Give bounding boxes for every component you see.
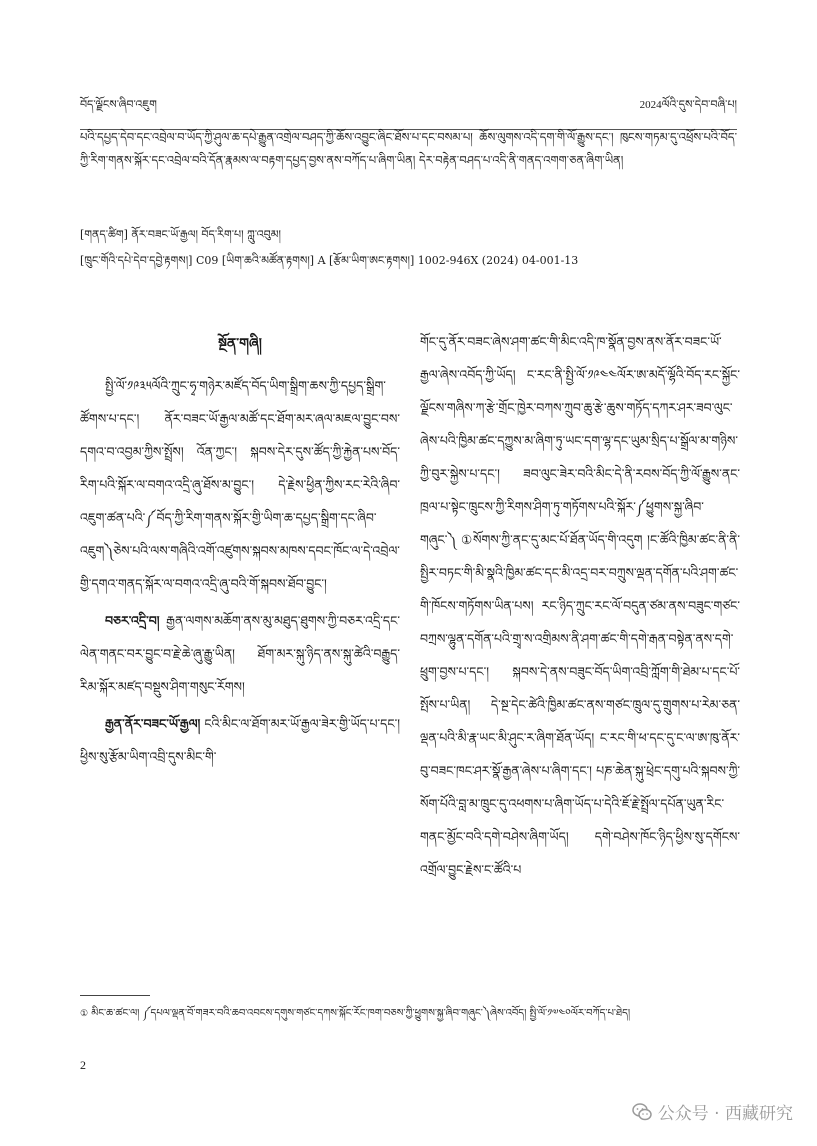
- question-text: རྒྱན་ལགས་མཆོག་ནས་མུ་མཐུད་ཐུགས་ཀྱི་བཅར་འདྲི་དང་ལེན་གནང་བར་བྱུང་བ་རྗེ་ཆེ་ཞུ་རྒྱུ་ཡིན། ཐོག་མར་སྐུ་ཉིད་ནས་སྐུ་ཚེའི་བརྒྱུད་རིམ་སྐོར་མཛད་བསྡུས་ཤིག་གསུང་རོགས།: [80, 613, 400, 694]
- footnote-rule: [80, 995, 150, 996]
- interview-answer: [80, 707, 400, 773]
- section-title: སྔོན་གཞི།: [218, 336, 262, 352]
- article-code: 1002-946X (2024) 04-001-13: [417, 254, 579, 267]
- watermark-text: 公众号 · 西藏研究: [657, 1104, 793, 1124]
- body-paragraph: སྤྱི་ལོ་༡༩༣༥ལོའི་ཀྲུང་ཧྭ་གཉེར་མཛོད་བོད་ཡིག་སྒྲིག་ཆས་ཀྱི་དཔྱད་སྒྲིག་ཚོགས་པ་དང་། ནོར་བཟང་ཡོ་རྒྱལ་མཚོ་དང་ཐོག་མར་ཞལ་མཇལ་བྱུང་བས་དགའ་བ་འབྱམ་ཀྱིས་སྤྲོས། འོན་ཀྱང་། སྐབས་དེར་དུས་ཚོད་ཀྱི་རྐྱེན་པས་བོད་རིག་པའི་སྐོར་ལ་བགའ་འདྲི་ཞུ་ཐོས་མ་བྱུང་། དེ་རྗེས་ཕྱིན་ཀྱིས་རང་རེའི་ཞིབ་འཇུག་ཚན་པའི་༼བོད་ཀྱི་རིག་གནས་སྐོར་གྱི་ཡིག་ཆ་དཔྱད་སྒྲིག་དང་ཞིབ་འཇུག༽ཅེས་པའི་ལས་གཞིའི་འགོ་འཛུགས་སྐབས་མཁས་དབང་ཁོང་ལ་དེ་འབྲེལ་གྱི་དགའ་གནད་སྐོར་ལ་བགའ་འདྲི་ཞུ་བའི་གོ་སྐབས་ཐོབ་བྱུང་།: [80, 378, 400, 591]
- footnote-text: མིང་ཆ་ཚང་ལ། ༼དཔལ་ལྡན་བོ་གཟར་བའི་ཆབ་འབངས་དགུས་གཙང་དཀས་སྐོང་རོང་ཁག་བཅས་ཀྱི་ཕྱུགས་སྐྱ་ཞིབ་གཞུང་༽ཞེས་འབོད། སྤྱི་ལོ་༡༧༤༠ལོར་བཀོད་པ་ཐེད།: [91, 1008, 631, 1019]
- watermark: [632, 1099, 793, 1124]
- left-column: [80, 328, 400, 777]
- interviewee-label: རྒྱན་ནོར་བཟང་ཡོ་རྒྱལ།: [105, 716, 201, 731]
- journal-title: བོད་ལྗོངས་ཞིབ་འཇུག: [80, 98, 157, 111]
- class-label: [ཁྲུང་གོའི་དཔེ་དེབ་དབྱེ་རྟགས།]: [80, 254, 193, 267]
- body-paragraph-continued: གོང་དུ་ནོར་བཟང་ཞེས་ཤག་ཚང་གི་མིང་འདི་ཁ་སྣོན་བྱས་ནས་ནོར་བཟང་ཡོ་རྒྱལ་ཞེས་འབོད་ཀྱི་ཡོད། ང་རང་ནི་སྤྱི་ལོ་༡༩༤༤ལོར་ཨ་མདོ་ལྷོའི་བོད་རང་སྐྱོང་ལྗོངས་གཞིས་ཀ་རྩེ་གྲོང་ཁྱེར་བཀས་ཀྲུབ་ཆུ་རྩེ་ཆུས་གཏོད་དཀར་ཤར་ཟབ་ལུང་ཞེས་པའི་ཁྱིམ་ཚང་དཀྱུས་མ་ཞིག་ཏུ་ཡང་དག་ལྷ་དང་ཡུམ་སྲིད་པ་སྒྲོལ་མ་གཉིས་ཀྱི་བུར་སྐྱེས་པ་དང་། ཟབ་ལུང་ཟེར་བའི་མིང་དེ་ནི་རབས་བོད་ཀྱི་ལོ་རྒྱུས་ནང་ཁྲལ་པ་སྟེང་ཁྲུངས་ཀྱི་རིགས་ཤིག་ཏུ་གཏོགས་པའི་སྐོར་༼ཕྱུགས་སྐྱ་ཞིབ་གཞུང་༽ ①སོགས་ཀྱི་ནང་དུ་མང་པོ་ཐོན་ཡོད་གི་འདུག །ང་ཚོའི་ཁྱིམ་ཚང་ནི་ནི་སྤྱིར་བཏང་གི་མི་སྣའི་ཁྱིམ་ཚང་དང་མི་འདྲ་བར་བཀྲུས་ལྡན་དགོན་པའི་ཤག་ཚང་གི་ཁོངས་གཏོགས་ཡིན་པས། རང་ཉིད་ཀྲུང་རང་ལོ་བདུན་ཙམ་ནས་བཟུང་གཙང་བཀྲས་ལྷུན་དགོན་པའི་གྲྭ་ས་འགྲིམས་ནི་ཤག་ཚང་གི་དགེ་རྒན་བསྟེན་ནས་དགེ་ཕྲུག་བྱས་པ་དང་། སྐབས་དེ་ནས་བཟུང་བོད་ཡིག་འབྲི་ཀློག་གི་ཐེམ་པ་དང་པོ་སྤོས་པ་ཡིན། དེ་སྔ་དེང་ཚེའི་ཁྱིམ་ཚང་ནས་གཙང་ཁྲུལ་དུ་གྲུགས་པ་རེམ་ཅན་ལྡན་པའི་མི་རྣ་ཡང་མི་ཤུང་ར་ཞིག་ཐོན་ཡོད། ང་རང་གི་ཕ་དང་དུ་ང་ལ་ཨ་ཁུ་ནོར་བུ་བཟང་ཁང་ཤར་སྣོ་རྒྱན་ཞེས་པ་ཞིག་དང་། པཎ་ཆེན་སྐུ་ཕྲེང་དགུ་པའི་སྐབས་ཀྱི་སོག་པོའི་བླ་མ་ཁྲུང་དུ་འཕགས་པ་ཞིག་ཡོད་པ་དེའི་ཇོ་རྗེ་སྤྲོལ་དཔོན་ཡུན་རིང་གནང་མྱོང་བའི་དགེ་བཤེས་ཞིག་ཡོད། དགེ་བཤེས་ཁོང་ཉིད་ཕྱིས་སུ་དགོངས་འགྲོལ་བྱུང་རྗེས་ང་ཚོའི་པ: [420, 334, 740, 877]
- footnote: [80, 1004, 737, 1024]
- page-number: 2: [80, 1058, 86, 1072]
- interviewer-label: བཅར་འདྲི་བ།: [105, 613, 160, 628]
- interview-question: [80, 604, 400, 703]
- article-label: [རྩོམ་ཡིག་ཨང་རྟགས།]: [329, 254, 415, 267]
- keywords-label: [གནད་ཚིག]: [80, 228, 128, 241]
- running-header: [80, 92, 737, 130]
- wechat-icon: [632, 1102, 652, 1122]
- abstract-text: པའི་དཔྱད་དེབ་དང་འབྲེལ་བ་ཡོད་ཀྱི་ཤུལ་ཆ་དཔེ་རྒྱུན་འགྲེལ་བཤད་ཀྱི་ཆོས་འབྱུང་ཞིང་ཐོས་པ་དང་བསམ་པ། ཆོས་ལུགས་འདི་དག་གི་ལོ་རྒྱུས་དང་། ཁུངས་གཏམ་དུ་འཕྲོས་པའི་བོད་ཀྱི་རིག་གནས་སྐོར་དང་འབྲེལ་བའི་དོན་རྣམས་ལ་བརྟག་དཔྱད་བྱས་ནས་བཀོད་པ་ཞིག་ཡིན། དེར་བརྟེན་བཤད་པ་འདི་ནི་གནད་འགག་ཅན་ཞིག་ཡིན།: [80, 130, 737, 167]
- doc-code: A: [317, 254, 326, 267]
- issue-label: 2024ལོའི་དུས་དེབ་བཞི་པ།: [639, 99, 737, 111]
- class-code: C09: [195, 254, 219, 267]
- answer-text: ངའི་མིང་ལ་ཐོག་མར་ཡོ་རྒྱལ་ཟེར་གྱི་ཡོད་པ་དང་། ཕྱིས་སུ་རྩོམ་ཡིག་འབྲི་དུས་མིང་གི་: [80, 716, 400, 764]
- right-column: [420, 325, 740, 890]
- doc-label: [ཡིག་ཆའི་མཚོན་རྟགས།]: [221, 254, 315, 267]
- keywords-value: ནོར་བཟང་ཡོ་རྒྱལ། བོད་རིག་པ། ཀླུ་འབུམ།: [131, 228, 281, 241]
- abstract: [80, 126, 737, 171]
- footnote-marker: ①: [80, 1009, 89, 1019]
- classification-line: [80, 248, 737, 279]
